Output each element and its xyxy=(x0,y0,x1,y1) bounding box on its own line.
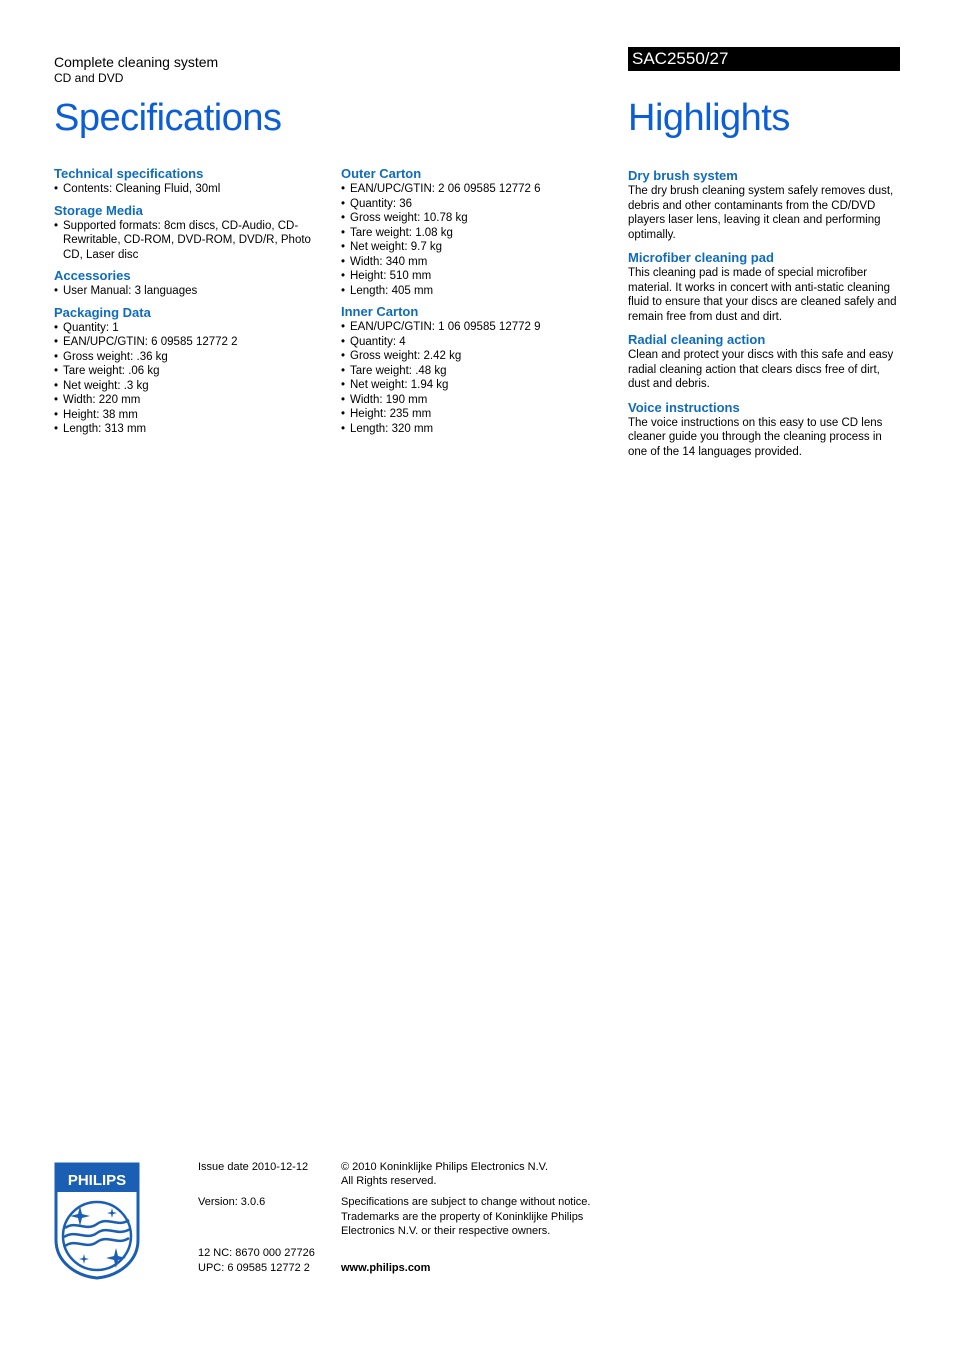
legal-notice: Specifications are subject to change without notice. Trademarks are the property of Koninklijke Philips Electronics N.V. or their respective owners. xyxy=(341,1196,591,1237)
highlight-voice-instructions xyxy=(628,400,900,460)
spec-list xyxy=(54,321,326,437)
spec-item: • EAN/UPC/GTIN: 2 06 09585 12772 6 xyxy=(341,182,613,197)
model-number: SAC2550/27 xyxy=(632,49,729,68)
highlight-text: The dry brush cleaning system safely removes dust, debris and other contaminants from the CD/DVD players laser lens, leaving it clean and performing optimally. xyxy=(628,185,894,241)
spec-item: • Contents: Cleaning Fluid, 30ml xyxy=(54,182,326,197)
spec-list xyxy=(54,219,326,263)
spec-item: • Length: 320 mm xyxy=(341,422,613,437)
spec-item: • Quantity: 36 xyxy=(341,197,613,212)
spec-item: • EAN/UPC/GTIN: 6 09585 12772 2 xyxy=(54,335,326,350)
highlight-dry-brush-system xyxy=(628,168,900,242)
spec-item: • Length: 405 mm xyxy=(341,284,613,299)
spec-item: • Width: 190 mm xyxy=(341,393,613,408)
spec-section-accessories xyxy=(54,268,326,299)
spec-list xyxy=(54,284,326,299)
highlights-title: Highlights xyxy=(628,97,790,139)
spec-section-storage-media xyxy=(54,203,326,263)
spec-item: • Tare weight: .06 kg xyxy=(54,364,326,379)
spec-item: • User Manual: 3 languages xyxy=(54,284,326,299)
philips-website-link[interactable]: www.philips.com xyxy=(341,1262,431,1274)
spec-item: • Net weight: .3 kg xyxy=(54,379,326,394)
spec-item: • Width: 340 mm xyxy=(341,255,613,270)
highlight-text: Clean and protect your discs with this safe and easy radial cleaning action that clears discs free of dirt, dust and debris. xyxy=(628,349,894,390)
spec-list xyxy=(341,320,613,436)
spec-item: • Net weight: 9.7 kg xyxy=(341,240,613,255)
spec-section-heading: Outer Carton xyxy=(341,166,422,181)
spec-list xyxy=(341,182,613,298)
spec-item: • Height: 38 mm xyxy=(54,408,326,423)
model-number-bar xyxy=(628,47,900,71)
spec-item: • Gross weight: .36 kg xyxy=(54,350,326,365)
spec-item: • Gross weight: 10.78 kg xyxy=(341,211,613,226)
spec-item: • Width: 220 mm xyxy=(54,393,326,408)
highlight-heading: Radial cleaning action xyxy=(628,332,766,347)
twelve-nc: 12 NC: 8670 000 27726 xyxy=(198,1247,315,1259)
issue-date: Issue date 2010-12-12 xyxy=(198,1161,309,1173)
spec-item: • Height: 510 mm xyxy=(341,269,613,284)
spec-item: • Supported formats: 8cm discs, CD-Audio, CD-Rewritable, CD-ROM, DVD-ROM, DVD/R, Photo CD, Laser disc xyxy=(54,219,326,263)
copyright: © 2010 Koninklijke Philips Electronics N.V. xyxy=(341,1161,549,1173)
spec-item: • Net weight: 1.94 kg xyxy=(341,378,613,393)
specs-column-2 xyxy=(341,166,613,442)
product-subline: CD and DVD xyxy=(54,71,124,85)
spec-section-heading: Accessories xyxy=(54,268,131,283)
highlight-heading: Microfiber cleaning pad xyxy=(628,250,774,265)
highlight-heading: Dry brush system xyxy=(628,168,738,183)
specs-column-1 xyxy=(54,166,326,443)
spec-item: • Tare weight: .48 kg xyxy=(341,364,613,379)
spec-item: • Length: 313 mm xyxy=(54,422,326,437)
logo-wordmark: PHILIPS xyxy=(67,1172,127,1189)
spec-section-technical-specifications xyxy=(54,166,326,197)
spec-section-inner-carton xyxy=(341,304,613,436)
spec-item: • EAN/UPC/GTIN: 1 06 09585 12772 9 xyxy=(341,320,613,335)
spec-section-heading: Inner Carton xyxy=(341,304,419,319)
highlight-radial-cleaning-action xyxy=(628,332,900,392)
highlight-microfiber-cleaning-pad xyxy=(628,250,900,324)
spec-section-outer-carton xyxy=(341,166,613,298)
highlight-heading: Voice instructions xyxy=(628,399,740,415)
spec-item: • Gross weight: 2.42 kg xyxy=(341,349,613,364)
product-line: Complete cleaning system xyxy=(54,54,219,70)
highlights-column xyxy=(628,168,900,467)
spec-item: • Quantity: 4 xyxy=(341,335,613,350)
spec-section-heading: Storage Media xyxy=(54,202,143,218)
upc-code: UPC: 6 09585 12772 2 xyxy=(198,1262,310,1274)
spec-item: • Height: 235 mm xyxy=(341,407,613,422)
spec-item: • Tare weight: 1.08 kg xyxy=(341,226,613,241)
spec-section-packaging-data xyxy=(54,305,326,437)
philips-shield-logo xyxy=(54,1162,140,1280)
rights-reserved: All Rights reserved. xyxy=(341,1175,437,1187)
spec-section-heading: Technical specifications xyxy=(54,166,204,181)
highlight-text: This cleaning pad is made of special microfiber material. It works in concert with anti-static cleaning fluid to ensure that your discs are cleaned safely and remain free from dust and dirt. xyxy=(628,267,897,323)
spec-section-heading: Packaging Data xyxy=(54,304,151,320)
spec-item: • Quantity: 1 xyxy=(54,321,326,336)
spec-list xyxy=(54,182,326,197)
specifications-title: Specifications xyxy=(54,97,282,139)
version: Version: 3.0.6 xyxy=(198,1196,266,1208)
highlight-text: The voice instructions on this easy to use CD lens cleaner guide you through the cleaning process in one of the 14 languages provided. xyxy=(628,416,883,458)
